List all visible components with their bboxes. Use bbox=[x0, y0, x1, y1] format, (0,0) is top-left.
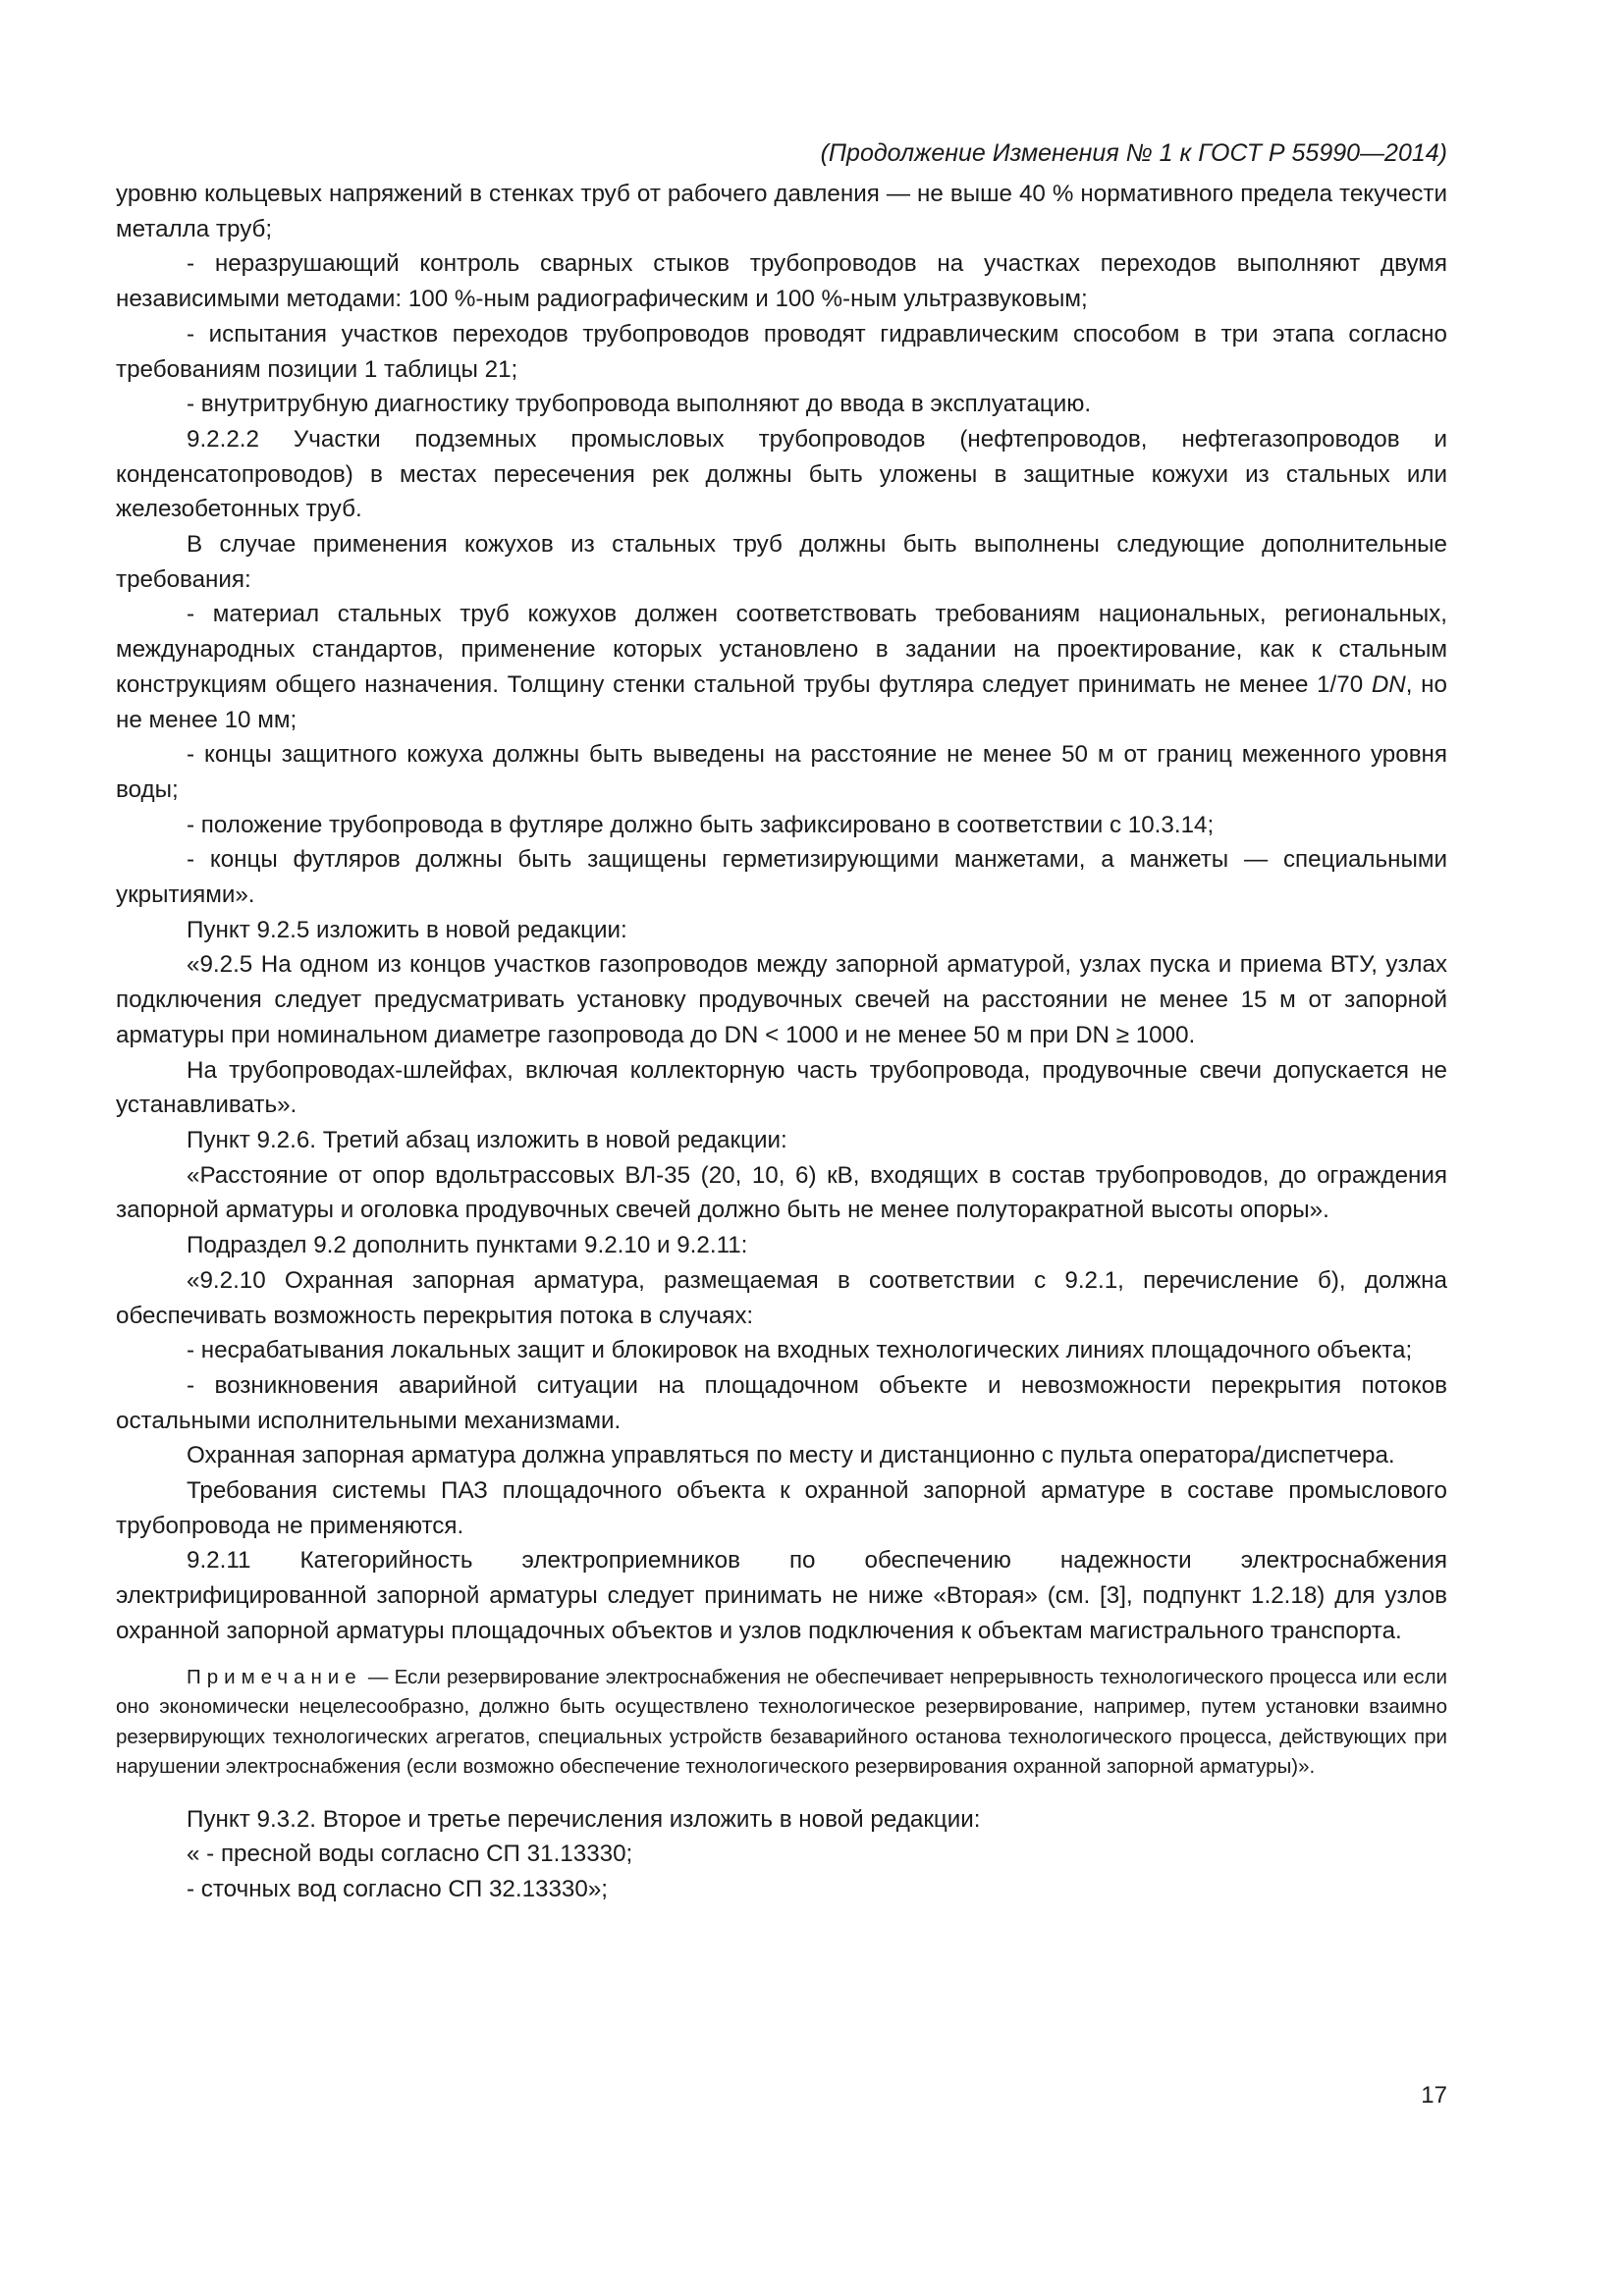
paragraph: Пункт 9.2.5 изложить в новой редакции: bbox=[187, 916, 627, 943]
body-text bbox=[116, 177, 1447, 1907]
paragraph: «9.2.5 На одном из концов участков газопроводов между запорной арматурой, узлах пуска и приема ВТУ, узлах подключения следует предусматривать установку продувочных свечей на расстоянии не менее 15 м от запорной арматуры при номинальном диаметре газопровода до DN < 1000 и не менее 50 м при DN ≥ 1000. bbox=[116, 951, 1447, 1048]
list-item bbox=[116, 597, 1447, 737]
note bbox=[116, 1663, 1447, 1783]
paragraph: 9.2.11 Категорийность электроприемников по обеспечению надежности электроснабжения электрифицированной запорной арматуры следует принимать не ниже «Вторая» (см. [3], подпункт 1.2.18) для узлов охранной запорной арматуры площадочных объектов и узлов подключения к объектам магистрального транспорта. bbox=[116, 1547, 1447, 1644]
paragraph: Пункт 9.2.6. Третий абзац изложить в новой редакции: bbox=[187, 1126, 787, 1153]
list-item: - положение трубопровода в футляре должно быть зафиксировано в соответствии с 10.3.14; bbox=[187, 811, 1215, 838]
page-number: 17 bbox=[1421, 2082, 1447, 2109]
paragraph: Пункт 9.3.2. Второе и третье перечисления изложить в новой редакции: bbox=[187, 1805, 981, 1833]
list-item-text: , но не менее 10 мм; bbox=[116, 670, 1447, 733]
dn-symbol: DN bbox=[1371, 670, 1406, 698]
paragraph: «Расстояние от опор вдольтрассовых ВЛ-35 (20, 10, 6) кВ, входящих в состав трубопроводов, до ограждения запорной арматуры и оголовка продувочных свечей должно быть не менее полуторакратной высоты опоры». bbox=[116, 1161, 1447, 1224]
list-item: - сточных вод согласно СП 32.13330»; bbox=[187, 1875, 609, 1902]
paragraph: 9.2.2.2 Участки подземных промысловых трубопроводов (нефтепроводов, нефтегазопроводов и конденсатопроводов) в местах пересечения рек должны быть уложены в защитные кожухи из стальных или железобетонных труб. bbox=[116, 425, 1447, 523]
paragraph: В случае применения кожухов из стальных труб должны быть выполнены следующие дополнительные требования: bbox=[116, 531, 1447, 593]
paragraph: «9.2.10 Охранная запорная арматура, размещаемая в соответствии с 9.2.1, перечисление б), должна обеспечивать возможность перекрытия потока в случаях: bbox=[116, 1266, 1447, 1329]
paragraph: Требования системы ПАЗ площадочного объекта к охранной запорной арматуре в составе промыслового трубопровода не применяются. bbox=[116, 1477, 1447, 1539]
note-text: — Если резервирование электроснабжения не обеспечивает непрерывность технологического процесса или если оно экономически нецелесообразно, должно быть осуществлено технологическое резервирование, например, путем установки взаимно резервирующих технологических агрегатов, специальных устройств безаварийного останова технологического процесса, действующих при нарушении электроснабжения (если возможно обеспечение технологического резервирования охранной запорной арматуры)». bbox=[116, 1665, 1447, 1779]
list-item: - несрабатывания локальных защит и блокировок на входных технологических линиях площадочного объекта; bbox=[187, 1337, 1413, 1364]
paragraph: Охранная запорная арматура должна управляться по месту и дистанционно с пульта оператора/диспетчера. bbox=[187, 1442, 1395, 1469]
list-item: - возникновения аварийной ситуации на площадочном объекте и невозможности перекрытия потоков остальными исполнительными механизмами. bbox=[116, 1371, 1447, 1434]
list-item: - внутритрубную диагностику трубопровода выполняют до ввода в эксплуатацию. bbox=[187, 391, 1092, 418]
paragraph: На трубопроводах-шлейфах, включая коллекторную часть трубопровода, продувочные свечи допускается не устанавливать». bbox=[116, 1056, 1447, 1119]
paragraph: Подраздел 9.2 дополнить пунктами 9.2.10 и 9.2.11: bbox=[187, 1232, 748, 1259]
document-page bbox=[116, 137, 1447, 1907]
list-item: - концы футляров должны быть защищены герметизирующими манжетами, а манжеты — специальными укрытиями». bbox=[116, 846, 1447, 909]
list-item: - концы защитного кожуха должны быть выведены на расстояние не менее 50 м от границ меженного уровня воды; bbox=[116, 741, 1447, 803]
paragraph: уровню кольцевых напряжений в стенках труб от рабочего давления — не выше 40 % нормативного предела текучести металла труб; bbox=[116, 181, 1447, 242]
note-label: Примечание bbox=[187, 1665, 362, 1688]
list-item: - испытания участков переходов трубопроводов проводят гидравлическим способом в три этапа согласно требованиям позиции 1 таблицы 21; bbox=[116, 320, 1447, 383]
running-header: (Продолжение Изменения № 1 к ГОСТ Р 55990—2014) bbox=[820, 139, 1447, 167]
list-item: - неразрушающий контроль сварных стыков трубопроводов на участках переходов выполняют двумя независимыми методами: 100 %-ным радиографическим и 100 %-ным ультразвуковым; bbox=[116, 250, 1447, 313]
list-item: « - пресной воды согласно СП 31.13330; bbox=[187, 1841, 633, 1868]
list-item-text: - материал стальных труб кожухов должен соответствовать требованиям национальных, региональных, международных стандартов, применение которых установлено в задании на проектирование, как к стальным конструкциям общего назначения. Толщину стенки стальной трубы футляра следует принимать не менее 1/70 bbox=[116, 601, 1447, 698]
